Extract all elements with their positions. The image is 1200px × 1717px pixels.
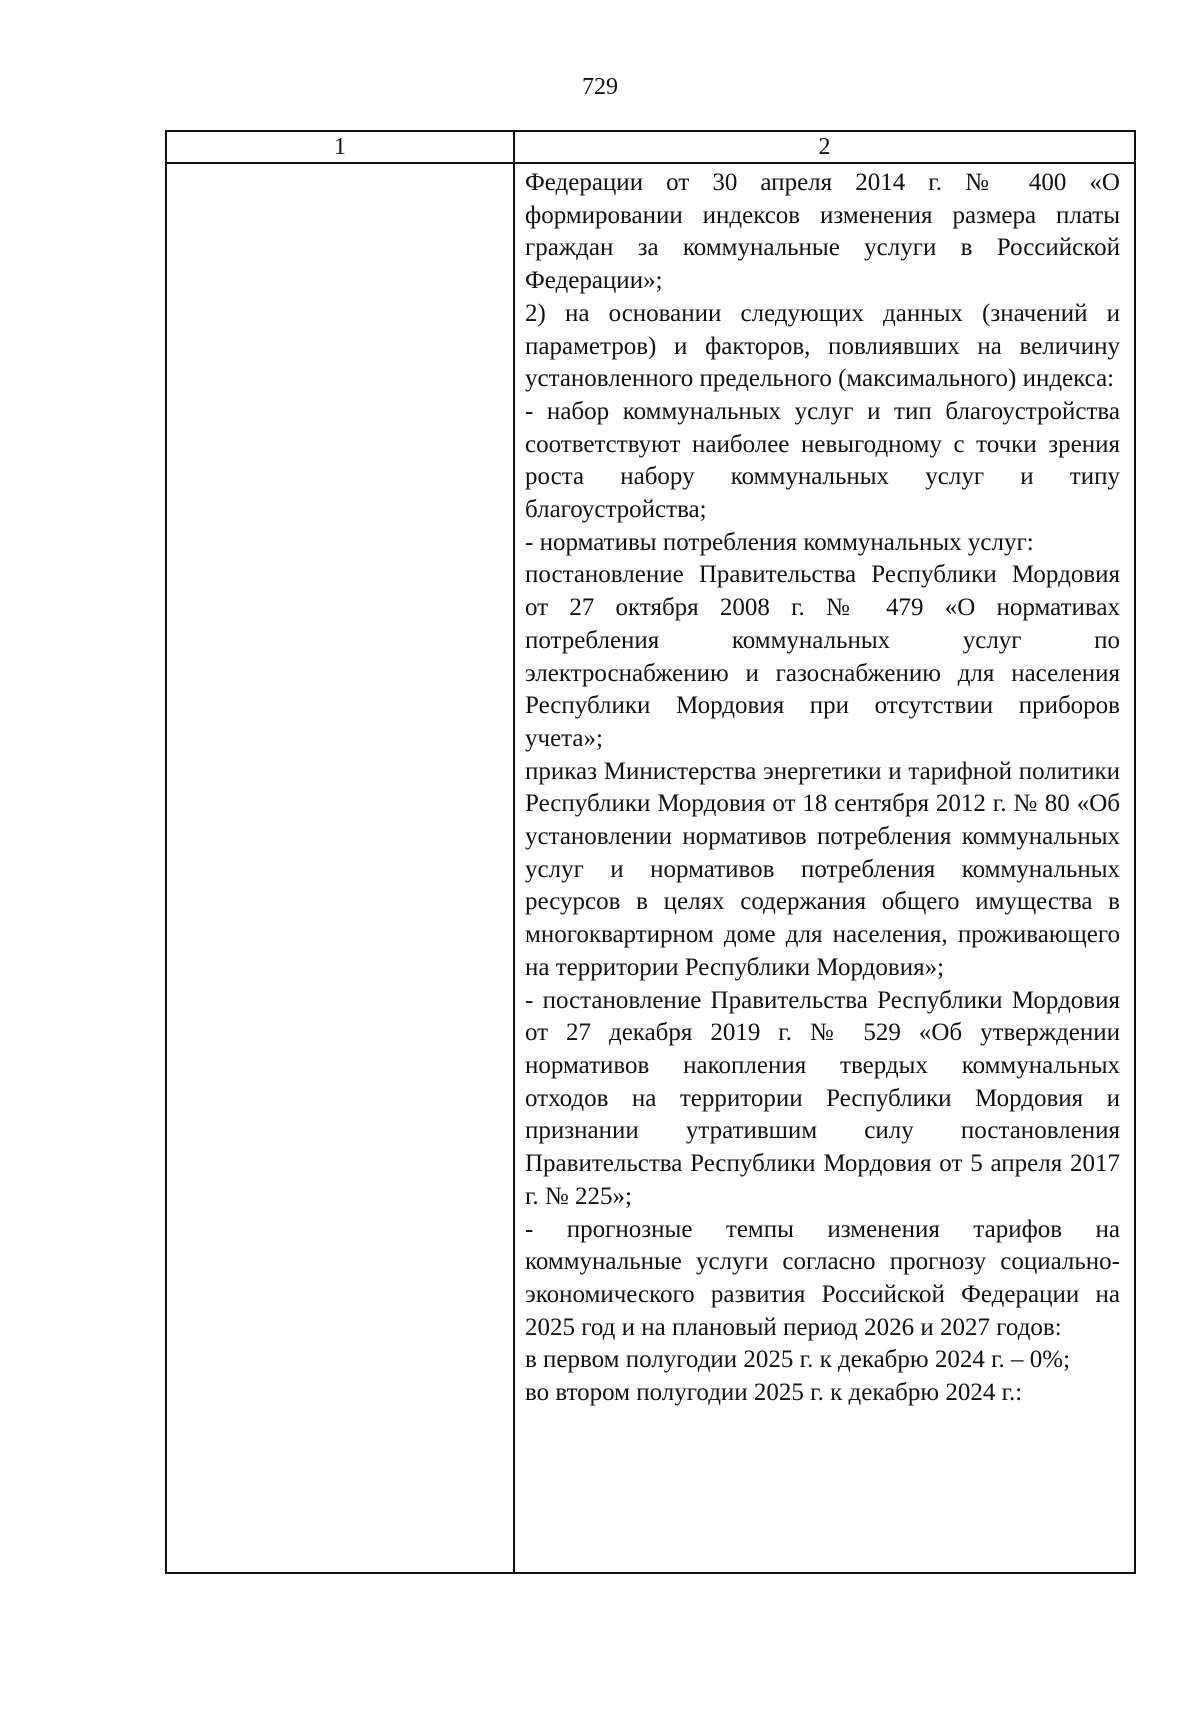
paragraph-decree-529: - постановление Правительства Республики Мордовия от 27 декабря 2019 г. № 529 «Об утверждении нормативов накопления твердых коммунальных отходов на территории Республики Мордовия и признании утратившим силу постановления Правительства Республики Мордовия от 5 апреля 2017 г. № 225»;: [525, 986, 1120, 1210]
paragraph-federal-decree: Федерации от 30 апреля 2014 г. № 400 «О формировании индексов изменения размера платы граждан за коммунальные услуги в Российской Федерации»;: [525, 169, 1120, 295]
column-header-2: 2: [818, 134, 831, 160]
paragraph-service-set: - набор коммунальных услуг и тип благоустройства соответствуют наиболее невыгодному с точки зрения роста набору коммунальных услуг и типу благоустройства;: [525, 397, 1120, 524]
paragraph-basis-data: 2) на основании следующих данных (значений и параметров) и факторов, повлиявших на величину установленного предельного (максимального) индекса:: [525, 299, 1120, 393]
paragraph-consumption-norms: - нормативы потребления коммунальных услуг:: [525, 528, 1034, 556]
paragraph-decree-479: постановление Правительства Республики Мордовия от 27 октября 2008 г. № 479 «О нормативах потребления коммунальных услуг по электроснабжению и газоснабжению для населения Республики Мордовия при отсутствии приборов учета»;: [525, 561, 1120, 752]
paragraph-order-80: приказ Министерства энергетики и тарифной политики Республики Мордовия от 18 сентября 2012 г. № 80 «Об установлении нормативов потребления коммунальных услуг и нормативов потребления коммунальных ресурсов в целях содержания общего имущества в многоквартирном доме для населения, проживающего на территории Республики Мордовия»;: [525, 757, 1120, 981]
paragraph-second-half-2025: во втором полугодии 2025 г. к декабрю 2024 г.:: [525, 1379, 1023, 1407]
page-number: 729: [582, 74, 618, 100]
document-table: [165, 130, 1136, 1574]
paragraph-first-half-2025: в первом полугодии 2025 г. к декабрю 2024 г. – 0%;: [525, 1346, 1071, 1374]
paragraph-tariff-forecast: - прогнозные темпы изменения тарифов на коммунальные услуги согласно прогнозу социально-экономического развития Российской Федерации на 2025 год и на плановый период 2026 и 2027 годов:: [525, 1215, 1120, 1341]
column-header-row: [167, 132, 1134, 164]
left-cell: [167, 164, 513, 1572]
right-cell: [515, 164, 1134, 1572]
column-header-1: 1: [334, 134, 346, 160]
